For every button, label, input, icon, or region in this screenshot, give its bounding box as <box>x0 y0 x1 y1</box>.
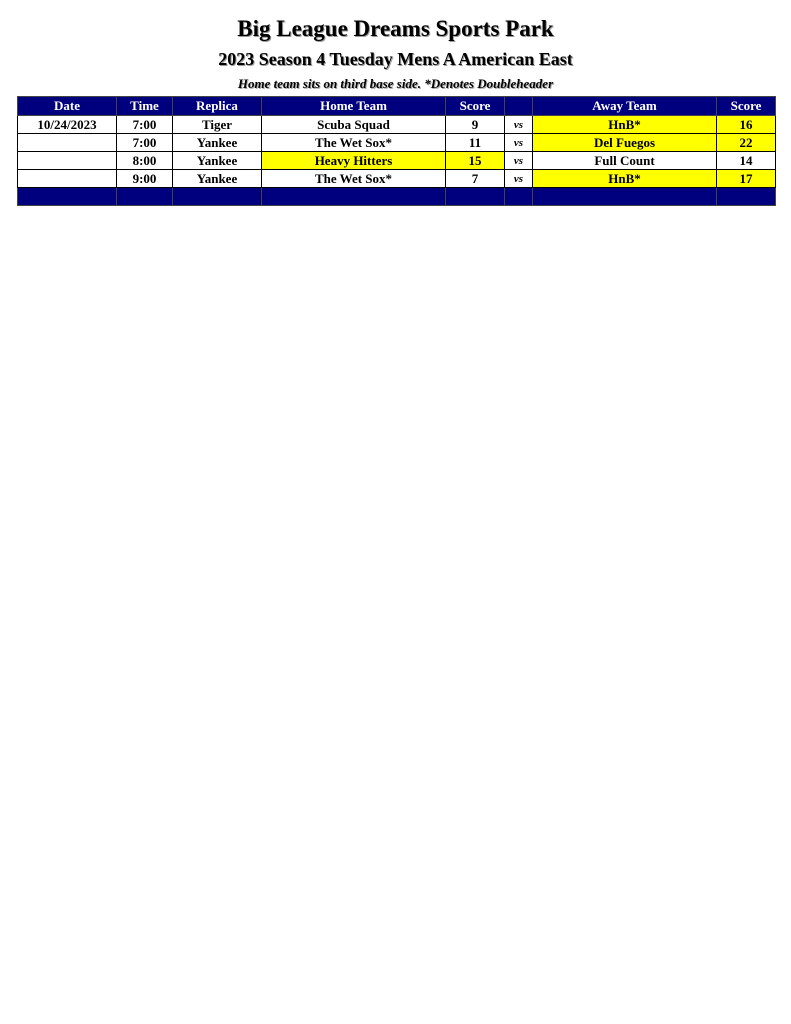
col-header-date: Date <box>18 97 117 116</box>
cell-replica: Tiger <box>173 116 262 134</box>
table-row <box>18 152 776 170</box>
page-title: Big League Dreams Sports Park <box>237 16 554 41</box>
cell-time: 7:00 <box>117 134 173 152</box>
cell-home-score: 9 <box>446 116 505 134</box>
cell-home-score: 11 <box>446 134 505 152</box>
cell-home-score: 15 <box>446 152 505 170</box>
cell-away-team: Full Count <box>533 152 717 170</box>
cell-vs: vs <box>505 134 533 152</box>
cell-vs: vs <box>505 170 533 188</box>
col-header-away-score: Score <box>717 97 776 116</box>
footer-cell <box>18 188 117 206</box>
cell-replica: Yankee <box>173 152 262 170</box>
cell-replica: Yankee <box>173 134 262 152</box>
footer-cell <box>533 188 717 206</box>
cell-date: 10/24/2023 <box>18 116 117 134</box>
cell-home-team: Scuba Squad <box>262 116 446 134</box>
table-row <box>18 116 776 134</box>
col-header-replica: Replica <box>173 97 262 116</box>
footer-cell <box>446 188 505 206</box>
cell-date <box>18 134 117 152</box>
cell-date <box>18 170 117 188</box>
footer-cell <box>262 188 446 206</box>
col-header-time: Time <box>117 97 173 116</box>
cell-home-team: Heavy Hitters <box>262 152 446 170</box>
cell-time: 8:00 <box>117 152 173 170</box>
cell-home-team: The Wet Sox* <box>262 170 446 188</box>
col-header-away-team: Away Team <box>533 97 717 116</box>
cell-vs: vs <box>505 152 533 170</box>
col-header-home-score: Score <box>446 97 505 116</box>
cell-away-team: HnB* <box>533 170 717 188</box>
page-subtitle: 2023 Season 4 Tuesday Mens A American East <box>218 49 573 69</box>
table-row <box>18 170 776 188</box>
cell-away-score: 17 <box>717 170 776 188</box>
cell-away-score: 22 <box>717 134 776 152</box>
table-row <box>18 134 776 152</box>
header-row <box>18 97 776 116</box>
cell-time: 7:00 <box>117 116 173 134</box>
cell-home-team: The Wet Sox* <box>262 134 446 152</box>
cell-away-score: 16 <box>717 116 776 134</box>
col-header-home-team: Home Team <box>262 97 446 116</box>
cell-away-team: Del Fuegos <box>533 134 717 152</box>
schedule-table <box>17 96 776 206</box>
schedule-note: Home team sits on third base side. *Denotes Doubleheader <box>237 76 554 91</box>
cell-replica: Yankee <box>173 170 262 188</box>
footer-cell <box>717 188 776 206</box>
footer-cell <box>117 188 173 206</box>
cell-vs: vs <box>505 116 533 134</box>
cell-time: 9:00 <box>117 170 173 188</box>
col-header-vs <box>505 97 533 116</box>
cell-away-team: HnB* <box>533 116 717 134</box>
table-footer-row <box>18 188 776 206</box>
cell-away-score: 14 <box>717 152 776 170</box>
footer-cell <box>505 188 533 206</box>
footer-cell <box>173 188 262 206</box>
cell-date <box>18 152 117 170</box>
cell-home-score: 7 <box>446 170 505 188</box>
